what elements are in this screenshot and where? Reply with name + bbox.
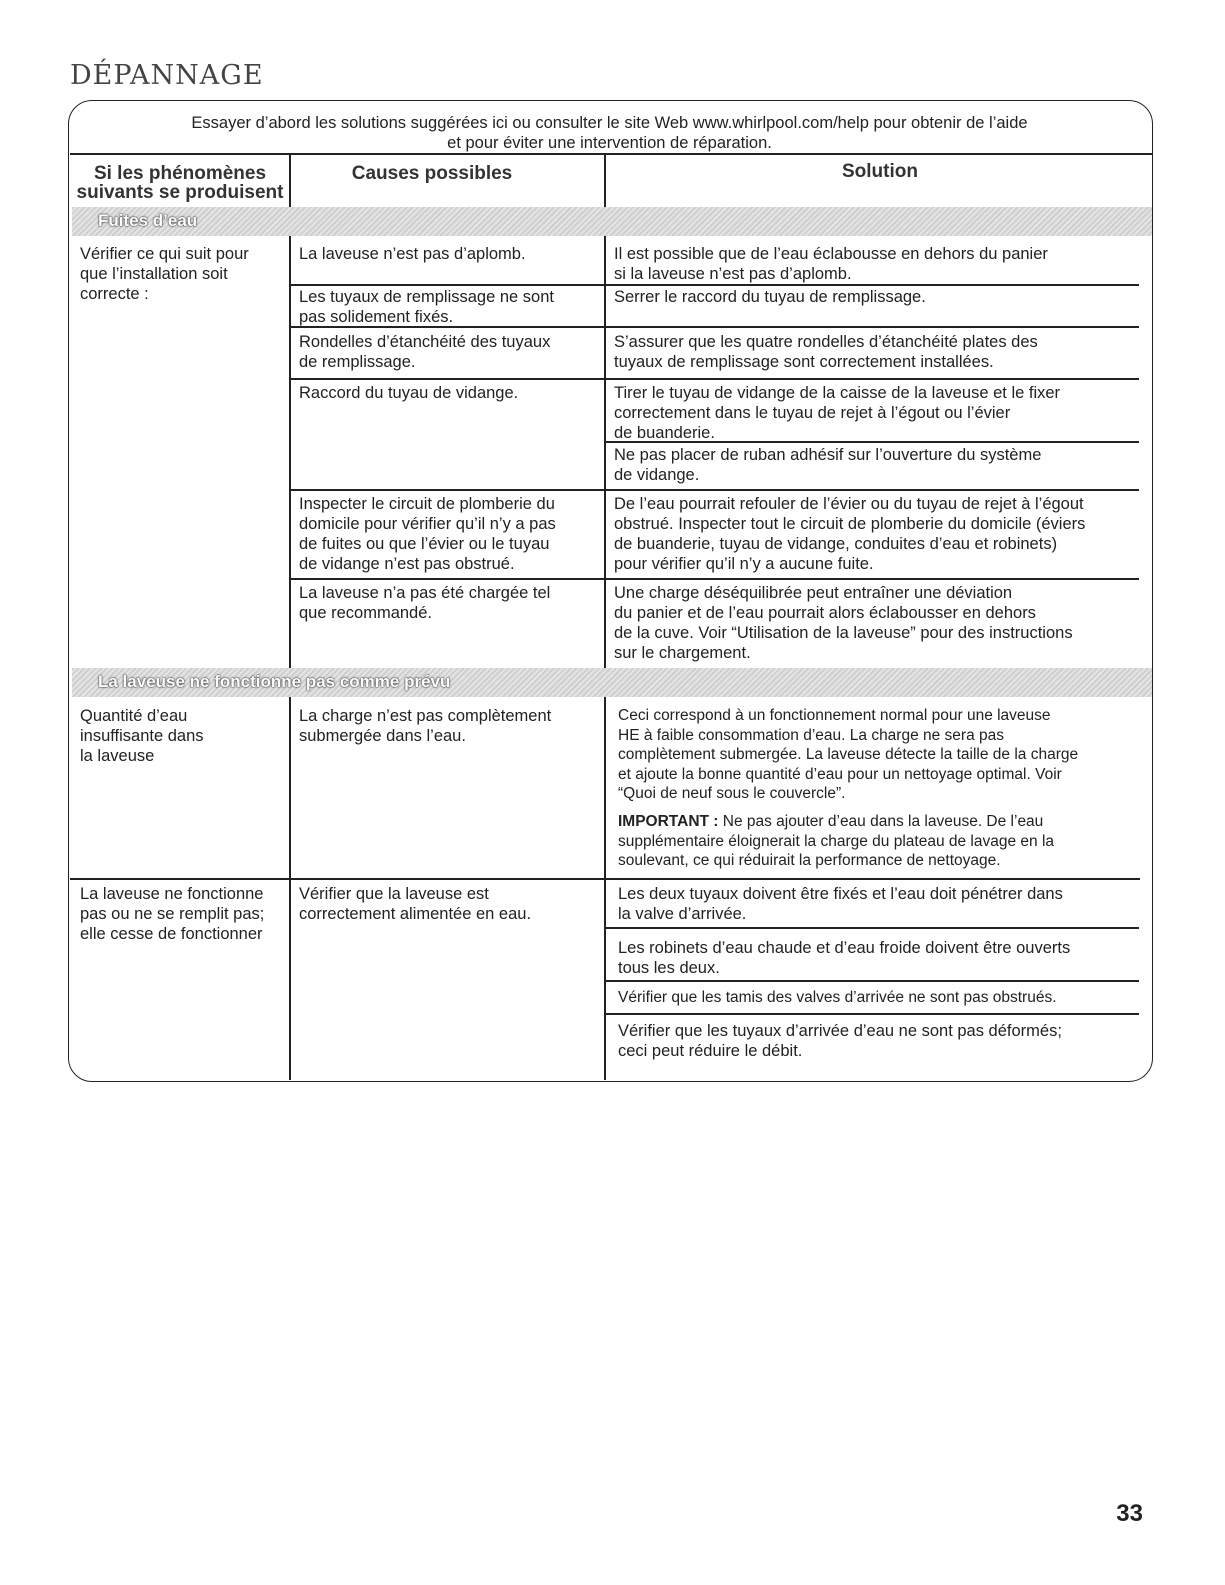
text-line: obstrué. Inspecter tout le circuit de plomberie du domicile (éviers — [614, 515, 1086, 533]
text-line: correctement alimentée en eau. — [299, 905, 532, 923]
row-divider — [70, 878, 1140, 880]
text-line: de la cuve. Voir “Utilisation de la laveuse” pour des instructions — [614, 624, 1073, 642]
solution-faucets-open — [618, 938, 1070, 978]
section-band-not-working — [72, 668, 1152, 697]
text-line: tuyaux de remplissage sont correctement installées. — [614, 353, 994, 371]
text-line: De l’eau pourrait refouler de l’évier ou du tuyau de rejet à l’égout — [614, 495, 1084, 513]
solution-loading — [614, 583, 1073, 663]
important-label: IMPORTANT : — [618, 813, 719, 830]
row-divider — [289, 378, 1139, 380]
col-divider — [289, 153, 291, 207]
solution-no-tape — [614, 445, 1041, 485]
text-line: correcte : — [80, 285, 149, 303]
row-divider — [604, 927, 1139, 929]
text-line: pour vérifier qu’il n’y a aucune fuite. — [614, 555, 874, 573]
col-divider — [604, 153, 606, 207]
col-divider — [289, 236, 291, 668]
intro-text — [72, 113, 1147, 153]
text-line: La laveuse n’a pas été chargée tel — [299, 584, 551, 602]
row-divider — [289, 578, 1139, 580]
text-line: La laveuse n’est pas d’aplomb. — [299, 245, 526, 263]
header-symptoms — [72, 164, 288, 202]
header-line: Si les phénomènes — [93, 163, 267, 184]
text-line: ceci peut réduire le débit. — [618, 1042, 803, 1060]
text-line: submergée dans l’eau. — [299, 727, 466, 745]
text-line: elle cesse de fonctionner — [80, 925, 263, 943]
solution-low-water — [618, 706, 1078, 804]
header-causes: Causes possibles — [351, 163, 513, 184]
solution-not-level — [614, 244, 1048, 284]
text-line: que recommandé. — [299, 604, 432, 622]
text-line: complètement submergée. La laveuse détecte la taille de la charge — [618, 746, 1079, 763]
text-line: Les deux tuyaux doivent être fixés et l’eau doit pénétrer dans — [618, 885, 1063, 903]
page-number: 33 — [1116, 1500, 1143, 1527]
solution-washers — [614, 332, 1038, 372]
text-line: la laveuse — [80, 747, 155, 765]
text-line: de fuites ou que l’évier ou le tuyau — [299, 535, 550, 553]
text-line: Ne pas placer de ruban adhésif sur l’ouverture du système — [614, 446, 1042, 464]
cause-not-level — [299, 244, 526, 264]
text-line: soulevant, ce qui réduirait la performance de nettoyage. — [618, 852, 1001, 869]
solution-fill-hoses — [614, 287, 926, 307]
header-top-rule — [70, 153, 1152, 155]
solution-screens — [618, 988, 1057, 1008]
section-label: La laveuse ne fonctionne pas comme prévu — [98, 672, 451, 691]
cause-washers — [299, 332, 550, 372]
text-line: de remplissage. — [299, 353, 416, 371]
row-divider — [289, 489, 1139, 491]
cause-water-supply — [299, 884, 531, 924]
text-line: La laveuse ne fonctionne — [80, 885, 264, 903]
text-line: Les tuyaux de remplissage ne sont — [299, 288, 554, 306]
important-text: Ne pas ajouter d’eau dans la laveuse. De l’eau — [718, 813, 1044, 830]
text-line: S’assurer que les quatre rondelles d’étanchéité plates des — [614, 333, 1038, 351]
text-line: HE à faible consommation d’eau. La charge ne sera pas — [618, 726, 1005, 744]
text-line: du panier et de l’eau pourrait alors éclabousser en dehors — [614, 604, 1036, 622]
text-line: de buanderie, tuyau de vidange, conduites d’eau et robinets) — [614, 535, 1058, 553]
section-band-leaks — [72, 207, 1152, 236]
row-divider — [604, 980, 1139, 982]
text-line: Vérifier que les tuyaux d’arrivée d’eau ne sont pas déformés; — [618, 1022, 1062, 1040]
cause-loading — [299, 583, 550, 623]
row-divider — [604, 1013, 1139, 1015]
text-line: tous les deux. — [618, 959, 720, 977]
text-line: “Quoi de neuf sous le couvercle”. — [618, 785, 846, 802]
intro-line: et pour éviter une intervention de réparation. — [447, 134, 772, 152]
solution-hoses-attached — [618, 884, 1063, 924]
important-note — [618, 812, 1054, 871]
text-line: Vérifier ce qui suit pour — [80, 245, 249, 263]
text-line: Ceci correspond à un fonctionnement normal pour une laveuse — [618, 707, 1051, 724]
cause-plumbing — [299, 494, 556, 574]
text-line: supplémentaire éloignerait la charge du plateau de lavage en la — [618, 832, 1055, 850]
col-divider — [604, 697, 606, 1080]
symptom-not-working — [80, 884, 264, 944]
solution-kinked-hoses — [618, 1021, 1062, 1061]
text-line: si la laveuse n’est pas d’aplomb. — [614, 265, 852, 283]
row-divider — [289, 284, 1139, 286]
solution-plumbing — [614, 494, 1085, 574]
text-line: correctement dans le tuyau de rejet à l’égout ou l’évier — [614, 404, 1011, 422]
text-line: de buanderie. — [614, 424, 715, 442]
text-line: sur le chargement. — [614, 644, 751, 662]
text-line: Il est possible que de l’eau éclabousse en dehors du panier — [614, 245, 1048, 263]
cause-drain-hose — [299, 383, 518, 403]
text-line: Rondelles d’étanchéité des tuyaux — [299, 333, 551, 351]
text-line: pas solidement fixés. — [299, 308, 454, 326]
text-line: insuffisante dans — [80, 727, 204, 745]
text-line: Quantité d’eau — [80, 707, 188, 725]
solution-drain-hose — [614, 383, 1060, 443]
col-divider — [604, 236, 606, 668]
text-line: la valve d’arrivée. — [618, 905, 747, 923]
text-line: de vidange. — [614, 466, 700, 484]
text-line: Les robinets d’eau chaude et d’eau froide doivent être ouverts — [618, 939, 1071, 957]
text-line: Une charge déséquilibrée peut entraîner une déviation — [614, 584, 1013, 602]
page-title: DÉPANNAGE — [70, 60, 264, 91]
text-line — [618, 812, 1054, 832]
cause-fill-hoses — [299, 287, 554, 327]
text-line: Inspecter le circuit de plomberie du — [299, 495, 555, 513]
cause-not-submerged — [299, 706, 551, 746]
intro-line: Essayer d’abord les solutions suggérées ici ou consulter le site Web www.whirlpool.com/help pour obtenir de l’aide — [191, 114, 1028, 132]
header-line: suivants se produisent — [76, 182, 284, 203]
text-line: domicile pour vérifier qu’il n’y a pas — [299, 515, 556, 533]
symptom-installation — [80, 244, 249, 304]
text-line: Raccord du tuyau de vidange. — [299, 384, 519, 402]
section-label: Fuites d’eau — [98, 211, 198, 230]
symptom-low-water — [80, 706, 204, 766]
text-line: pas ou ne se remplit pas; — [80, 905, 265, 923]
text-line: La charge n’est pas complètement — [299, 707, 552, 725]
text-line: de vidange n’est pas obstrué. — [299, 555, 515, 573]
text-line: Vérifier que la laveuse est — [299, 885, 489, 903]
text-line: Serrer le raccord du tuyau de remplissage. — [614, 288, 926, 306]
col-divider — [289, 697, 291, 1080]
text-line: que l’installation soit — [80, 265, 228, 283]
header-solution: Solution — [842, 161, 918, 182]
text-line: et ajoute la bonne quantité d’eau pour un nettoyage optimal. Voir — [618, 765, 1062, 783]
text-line: Vérifier que les tamis des valves d’arrivée ne sont pas obstrués. — [618, 989, 1057, 1006]
text-line: Tirer le tuyau de vidange de la caisse de la laveuse et le fixer — [614, 384, 1061, 402]
